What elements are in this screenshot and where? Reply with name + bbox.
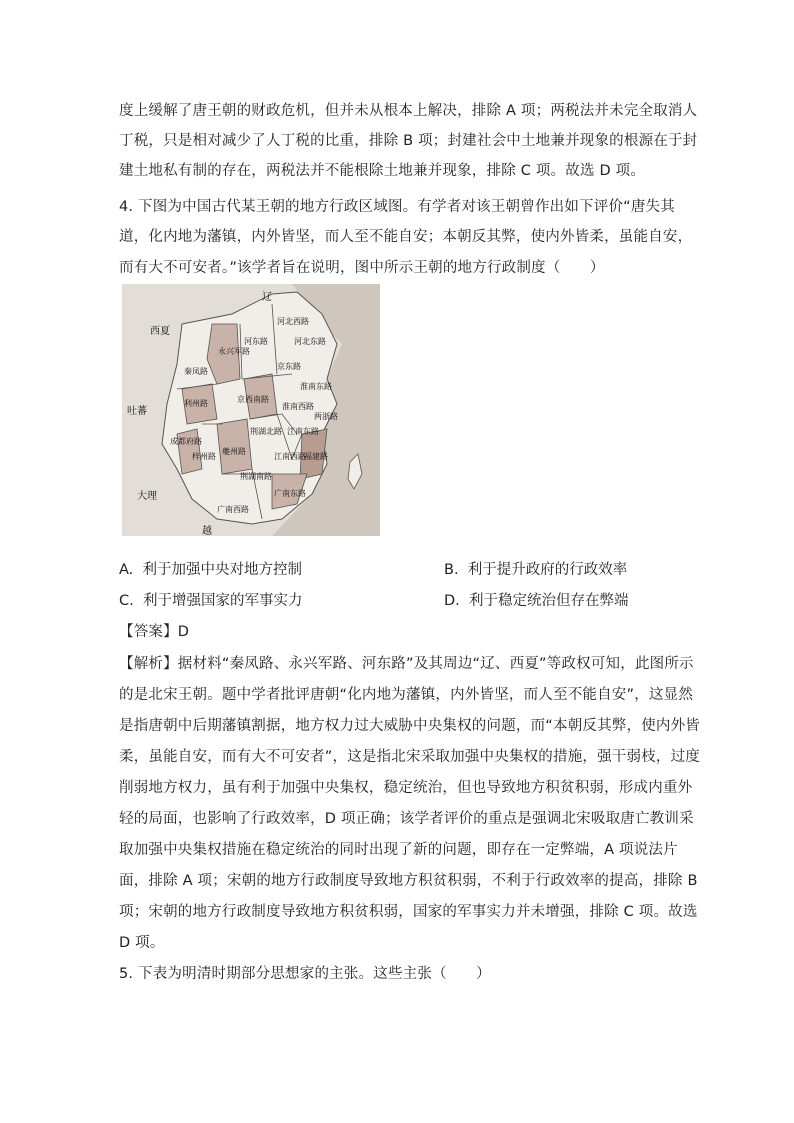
map-label-huainandong: 淮南东路 <box>300 382 332 391</box>
map-label-qinfeng: 秦凤路 <box>184 367 208 376</box>
map-label-jinghubei: 荆湖北路 <box>250 427 282 436</box>
map-label-hedong: 河东路 <box>244 337 268 346</box>
text-line: 建土地私有制的存在，两税法并不能根除土地兼并现象，排除 C 项。故选 D 项。 <box>119 163 646 179</box>
map-label-xixia: 西夏 <box>150 326 170 337</box>
map-label-guangnandong: 广南东路 <box>274 489 306 498</box>
text-line: 丁税，只是相对减少了人丁税的比重，排除 B 项；封建社会中土地兼并现象的根源在于封 <box>119 133 698 149</box>
map-svg <box>122 284 380 536</box>
map-label-liao: 辽 <box>262 292 272 303</box>
map-label-jiangnanxi: 江南西路 <box>274 452 306 461</box>
map-label-chengdu: 成都府路 <box>170 437 202 446</box>
question-4-stem: 4. 下图为中国古代某王朝的地方行政区域图。有学者对该王朝曾作出如下评价“唐失其 <box>119 199 675 215</box>
analysis-line: 项；宋朝的地方行政制度导致地方积贫积弱，国家的军事实力并未增强，排除 C 项。故选 <box>119 904 698 920</box>
map-label-huainanxi: 淮南西路 <box>282 402 314 411</box>
map-label-jingdong: 京东路 <box>277 362 301 371</box>
analysis-line: 的是北宋王朝。题中学者批评唐朝“化内地为藩镇，内外皆坚，而人至不能自安”，这显然 <box>119 687 694 703</box>
question-5-stem: 5. 下表为明清时期部分思想家的主张。这些主张（ ） <box>119 966 491 982</box>
analysis-line: 【解析】据材料“秦凤路、永兴军路、河东路”及其周边“辽、西夏”等政权可知，此图所示 <box>119 656 694 672</box>
map-label-hebeidong: 河北东路 <box>294 337 326 346</box>
text-line: 度上缓解了唐王朝的财政危机，但并未从根本上解决，排除 A 项；两税法并未完全取消人 <box>119 103 698 119</box>
option-b: B. 利于提升政府的行政效率 <box>444 562 628 578</box>
map-label-jingnan: 江南东路 <box>287 427 319 436</box>
option-d: D. 利于稳定统治但存在弊端 <box>444 593 629 609</box>
analysis-line: 是指唐朝中后期藩镇割据，地方权力过大威胁中央集权的问题，而“本朝反其弊，使内外皆 <box>119 718 701 734</box>
option-c: C. 利于增强国家的军事实力 <box>119 593 303 609</box>
analysis-line: 面，排除 A 项；宋朝的地方行政制度导致地方积贫积弱，不利于行政效率的提高，排除 B <box>119 873 698 889</box>
map-label-zizhou: 梓州路 <box>192 452 216 461</box>
map-label-fujian: 福建路 <box>304 452 328 461</box>
map-label-liangzhe: 两浙路 <box>314 412 338 421</box>
map-label-yongxing: 永兴军路 <box>218 347 250 356</box>
answer-line: 【答案】D <box>119 624 190 640</box>
map-label-dali: 大理 <box>137 491 157 502</box>
map-label-yue: 越 <box>202 526 212 536</box>
map-label-jinghunan: 荆湖南路 <box>240 472 272 481</box>
analysis-line: 取加强中央集权措施在稳定统治的同时出现了新的问题，即存在一定弊端，A 项说法片 <box>119 842 678 858</box>
song-dynasty-map <box>122 284 380 536</box>
question-4-stem: 道，化内地为藩镇，内外皆坚，而人至不能自安；本朝反其弊，使内外皆柔，虽能自安， <box>119 229 693 245</box>
option-a: A. 利于加强中央对地方控制 <box>119 562 302 578</box>
map-label-guangnanxi: 广南西路 <box>217 505 249 514</box>
map-label-tubo: 吐蕃 <box>127 406 147 417</box>
analysis-line: 削弱地方权力，虽有利于加强中央集权，稳定统治，但也导致地方积贫积弱，形成内重外 <box>119 780 693 796</box>
map-label-lizhou: 利州路 <box>184 399 208 408</box>
analysis-line: D 项。 <box>119 935 165 951</box>
map-label-hebeixi: 河北西路 <box>277 317 309 326</box>
analysis-line: 轻的局面，也影响了行政效率，D 项正确；该学者评价的重点是强调北宋吸取唐亡教训采 <box>119 811 694 827</box>
question-4-stem: 而有大不可安者。”该学者旨在说明，图中所示王朝的地方行政制度（ ） <box>119 260 605 276</box>
map-label-jingxi: 京西南路 <box>237 395 269 404</box>
map-label-kuizhou: 夔州路 <box>222 447 246 456</box>
analysis-line: 柔，虽能自安，而有大不可安者”，这是指北宋采取加强中央集权的措施，强干弱枝，过度 <box>119 749 701 765</box>
